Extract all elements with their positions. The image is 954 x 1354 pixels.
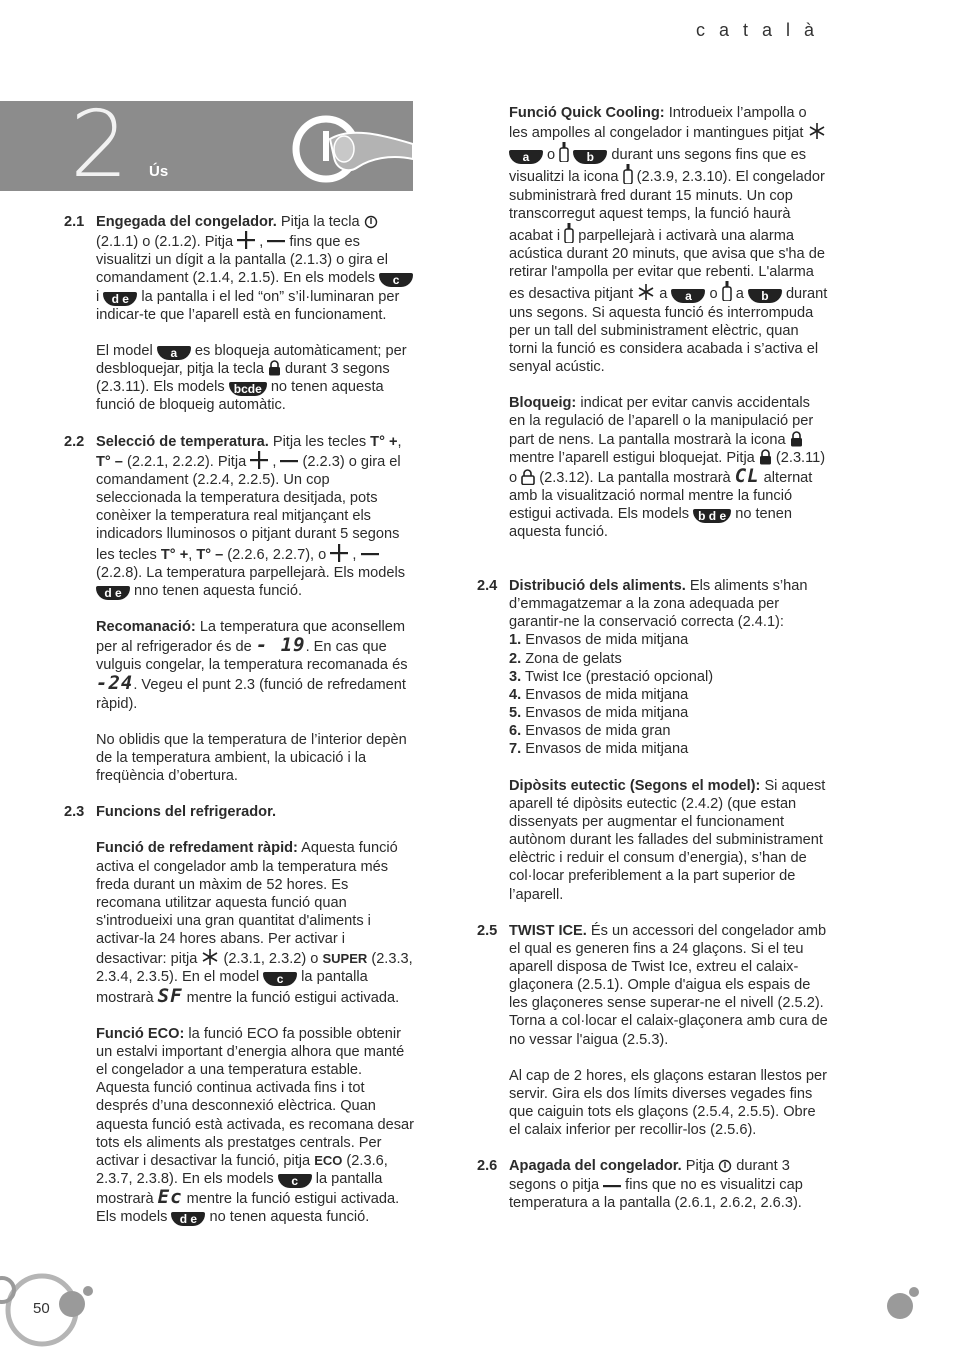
- lock-closed-icon: [790, 431, 803, 447]
- text: no tenen aquesta funció de bloqueig automàtic.: [96, 379, 384, 414]
- text: (2.2.6, 2.2.7), o: [223, 546, 331, 563]
- text: . Vegeu el punt 2.3 (funció de refredament ràpid).: [96, 677, 406, 712]
- temperature-note: No oblidis que la temperatura de l’interior depèn de la temperatura ambient, la ubicació i la freqüència d’obertura.: [96, 731, 407, 785]
- list-item: 4. Envasos de mida mitjana: [509, 686, 689, 703]
- model-badge-bcde: bcde: [229, 382, 267, 396]
- text: o: [705, 286, 722, 303]
- t-minus-label: T° –: [196, 546, 224, 563]
- section-number: 2.3: [64, 804, 85, 821]
- power-icon: [364, 215, 378, 229]
- list-item: 7. Envasos de mida mitjana: [509, 741, 689, 758]
- minus-icon: [603, 1178, 621, 1192]
- text: (2.3.3, 2.3.4, 2.3.5). En el model: [96, 951, 413, 986]
- decorative-circles-left: [0, 1270, 100, 1354]
- quick-cooling-heading: Funció Quick Cooling:: [509, 105, 665, 121]
- snowflake-icon: [201, 948, 219, 966]
- section-heading: Funcions del refrigerador.: [96, 804, 277, 821]
- t-plus-label: T° +: [370, 433, 398, 450]
- plus-icon: [250, 451, 268, 469]
- chapter-banner: [0, 91, 413, 198]
- text: Introdueix l’ampolla o les ampolles al congelador i mantingues pitjat: [509, 105, 808, 142]
- eco-heading: Funció ECO:: [96, 1025, 185, 1042]
- text: no tenen aquesta funció.: [509, 506, 793, 541]
- fast-cooling-heading: Funció de refredament ràpid:: [96, 840, 298, 857]
- section-2-3: [64, 803, 416, 1226]
- lock-open-icon: [521, 469, 535, 485]
- power-icon: [718, 1159, 732, 1173]
- text: parpellejarà i activarà una alarma acústica durant 20 minuts, que avisa que s'ha de retirar l'ampolla per evitar que rebenti. L'alarma es desactiva pitjant: [509, 227, 825, 303]
- text: indicat per evitar canvis accidentals en la regulació de l’aparell o la manipulació per part de nens. La pantalla mostrarà la icona: [509, 395, 814, 448]
- text: (2.3.12). La pantalla mostrarà: [535, 469, 735, 486]
- section-number: 2.4: [477, 578, 498, 594]
- section-heading: Distribució dels aliments.: [509, 578, 686, 594]
- text: . En cas que vulguis congelar, la temperatura recomanada és: [96, 639, 408, 674]
- model-badge-bde: b d e: [693, 509, 731, 523]
- bottle-icon: [722, 281, 732, 301]
- text: mentre la funció estigui activada.: [182, 989, 400, 1006]
- t-minus-label: T° –: [96, 453, 123, 470]
- text: (2.2.8). La temperatura parpellejarà. Els models: [96, 564, 406, 581]
- food-zones-list: [509, 631, 829, 758]
- left-column: [64, 213, 416, 1227]
- section-heading: TWIST ICE.: [509, 922, 587, 939]
- text: Pitja les tecles: [268, 433, 371, 450]
- text: La temperatura que aconsellem per al refrigerador és de: [96, 618, 406, 656]
- bottle-icon: [564, 223, 574, 243]
- text: fins que no es visualitzi cap temperatura a la pantalla (2.6.1, 2.6.2, 2.6.3).: [509, 1176, 803, 1211]
- section-heading: Selecció de temperatura.: [96, 433, 269, 450]
- lock-heading: Bloqueig:: [509, 395, 577, 412]
- display-sf: SF: [157, 984, 183, 1007]
- display-minus-24: -24: [96, 672, 134, 695]
- text: la pantalla mostrarà: [96, 1171, 383, 1208]
- text: durant 3 segons o pitja: [509, 1158, 790, 1193]
- lock-closed-icon: [268, 360, 281, 376]
- list-item: 1. Envasos de mida mitjana: [509, 632, 689, 649]
- list-item: 5. Envasos de mida mitjana: [509, 705, 689, 722]
- text: no tenen aquesta funció.: [205, 1209, 370, 1226]
- text: (2.2.3) o gira el comandament (2.2.4, 2.2.5). Un cop seleccionada la temperatura desitjada, pots conèixer la temperatura real mitjançant els indicadors lluminosos o pitjant durant 5 segons les tecles: [96, 453, 401, 563]
- text: durant 3 segons (2.3.11). Els models: [96, 361, 390, 396]
- recommendation-heading: Recomanació:: [96, 618, 196, 635]
- model-badge-c: c: [379, 273, 413, 287]
- model-badge-b: b: [573, 150, 607, 164]
- chapter-number: 2: [70, 91, 129, 198]
- section-2-4: [477, 577, 829, 904]
- model-badge-a: a: [509, 150, 543, 164]
- t-plus-label: T° +: [160, 546, 189, 563]
- page-number: 50: [33, 1300, 50, 1317]
- model-badge-c: c: [263, 972, 297, 986]
- super-label: SUPER: [322, 951, 368, 967]
- chapter-title: Ús: [149, 163, 169, 180]
- lock-closed-icon: [759, 449, 772, 465]
- section-2-5: [477, 922, 829, 1140]
- minus-icon: [280, 455, 298, 469]
- section-number: 2.6: [477, 1158, 498, 1175]
- snowflake-icon: [637, 283, 655, 301]
- right-column-sections: [477, 577, 829, 1212]
- text: nno tenen aquesta funció.: [130, 582, 303, 599]
- right-column: [509, 104, 829, 541]
- text: mentre la funció estigui activada. Els models: [96, 1191, 400, 1226]
- text: alternat amb la visualització normal mentre la funció estigui activada. Els models: [509, 469, 813, 523]
- eco-label: ECO: [314, 1152, 343, 1168]
- text: la funció ECO fa possible obtenir un estalvi important d’energia alhora que manté el congelador a una temperatura estable. Aquesta funció continua activada fins i tot després d’una desconnexió elèctrica. Quan aquesta funció està activada, es recomana desar tots els aliments als prestatges centrals. Per activar i desactivar la funció, pitja: [96, 1025, 415, 1169]
- list-item: 3. Twist Ice (prestació opcional): [509, 668, 714, 685]
- text: (2.1.1) o (2.1.2). Pitja: [96, 234, 238, 251]
- text: ,: [255, 234, 268, 251]
- text: (2.2.1, 2.2.2). Pitja: [122, 453, 251, 470]
- text: la pantalla mostrarà: [96, 969, 368, 1006]
- power-button-finger-icon: [290, 109, 413, 191]
- minus-icon: [361, 548, 379, 562]
- snowflake-icon: [808, 122, 826, 140]
- text: Aquesta funció activa el congelador amb la temperatura més freda durant un màxim de 52 hores. Es recomana utilitzar aquesta funció quan s'introdueixi una gran quantitat d'aliments i activar-la 24 hores abans. Per activar i desactivar: pitja: [96, 840, 398, 968]
- plus-icon: [237, 231, 255, 249]
- text: El model: [96, 342, 157, 359]
- section-heading: Apagada del congelador.: [509, 1158, 682, 1175]
- text: Pitja: [681, 1158, 719, 1175]
- display-cl: CL: [734, 464, 760, 487]
- section-number: 2.2: [64, 433, 85, 450]
- plus-icon: [330, 544, 348, 562]
- minus-icon: [267, 235, 285, 249]
- text: (2.3.1, 2.3.2) o: [219, 951, 323, 968]
- model-badge-a: a: [671, 289, 705, 303]
- text: o: [543, 147, 560, 164]
- model-badge-a: a: [157, 346, 191, 360]
- section-2-1: [64, 213, 416, 415]
- text: i: [96, 288, 104, 305]
- model-badge-c: c: [278, 1174, 312, 1188]
- model-badge-de: d e: [96, 586, 130, 600]
- list-item: 6. Envasos de mida gran: [509, 723, 671, 740]
- bottle-icon: [623, 164, 633, 184]
- text: (2.3.6, 2.3.7, 2.3.8). En els models: [96, 1152, 388, 1188]
- text: (2.3.9, 2.3.10). El congelador subministrarà fred durant 15 minuts. Un cop transcorregut aquest temps, la funció haurà acabat i: [509, 169, 825, 244]
- bottle-icon: [559, 142, 569, 162]
- text: És un accessori del congelador amb el qual es generen fins a 24 glaçons. Si el teu aparell disposa de Twist Ice, extreu el calaix-glaçonera (2.5.1). Omple d'aigua els espais de les glaçoneres sense superar-ne el nivell (2.5.2). Torna a col·locar el calaix-glaçonera amb cura de no vessar l'aigua (2.5.3).: [509, 922, 828, 1048]
- display-minus-19: - 19: [255, 634, 306, 657]
- paragraph: Al cap de 2 hores, els glaçons estaran llestos per servir. Gira els dos límits diverses vegades fins que caiguin tots els glaçons (2.5.4, 2.5.5). Obre el calaix inferior per recollir-los (2.5.6).: [509, 1067, 827, 1139]
- language-label: català: [695, 20, 828, 40]
- section-number: 2.5: [477, 922, 498, 939]
- text: (2.3.11) o: [509, 449, 826, 486]
- list-item: 2. Zona de gelats: [509, 650, 622, 667]
- section-2-2: 2.2 Selecció de temperatura. Pitja les tecles T° +, T° – (2.2.1, 2.2.2). Pitja , (2.2.3) o gira el comandament (2.2.4, 2.2.5). Un cop seleccionada la temperatura desitjada, pots conèixer la temperatura real mitjançant els indicadors lluminosos o pitjant durant 5 segons les tecles T° +, T° – (2.2.6, 2.2.7), o , (2.2.8). La temperatura parpellejarà. Els models d e nno tenen aquesta funció. Recomanació: La temperatura que aconsellem per al refrigerador és de - 19. En cas que vulguis congelar, la temperatura recomanada és -24. Vegeu el punt 2.3 (funció de refredament ràpid). No oblidis que la temperatura de l’interior depèn de la temperatura ambient, la ubicació i la freqüència d’obertura.: [64, 433, 416, 786]
- model-badge-de: d e: [103, 292, 137, 306]
- text: fins que es visualitzi un dígit a la pantalla (2.1.3) o gira el comandament (2.1.4, 2.1.5). En els models: [96, 234, 389, 287]
- eutectic-heading: Dipòsits eutectic (Segons el model):: [509, 777, 761, 794]
- decorative-circles-right: [884, 1282, 924, 1322]
- text: durant uns segons fins que es visualitzi la icona: [509, 147, 807, 186]
- model-badge-de: d e: [171, 1212, 205, 1226]
- section-number: 2.1: [64, 214, 85, 230]
- text: durant uns segons. Si aquesta funció és interrompuda per un tall del subministrament elèctric, quan torni la funció es considera acabada i s’activa el senyal acústic.: [509, 286, 828, 376]
- text: mentre l’aparell estigui bloquejat. Pitja: [509, 449, 759, 466]
- text: la pantalla i el led “on” s’il·luminaran per indicar-te que l’aparell està en funcionament.: [96, 288, 400, 323]
- text: Els aliments s’han d’emmagatzemar a la zona adequada per garantir-ne la conservació correcta (2.4.1):: [509, 578, 808, 631]
- text: Pitja la tecla: [276, 214, 364, 230]
- section-heading: Engegada del congelador.: [96, 214, 277, 230]
- text: a: [655, 286, 672, 303]
- text: Si aquest aparell té dipòsits eutectic (2.4.2) (que estan dissenyats per augmentar el funcionament autònom durant les fallades del subministrament elèctric i reduir el consum d’energia), s’han de col·locar preferiblement a la part superior de l’aparell.: [509, 777, 826, 903]
- text: es bloqueja automàticament; per desbloquejar, pitja la tecla: [96, 342, 407, 378]
- model-badge-b: b: [748, 289, 782, 303]
- section-2-6: [477, 1157, 829, 1211]
- text: a: [731, 286, 748, 303]
- display-ec: Ec: [157, 1186, 183, 1209]
